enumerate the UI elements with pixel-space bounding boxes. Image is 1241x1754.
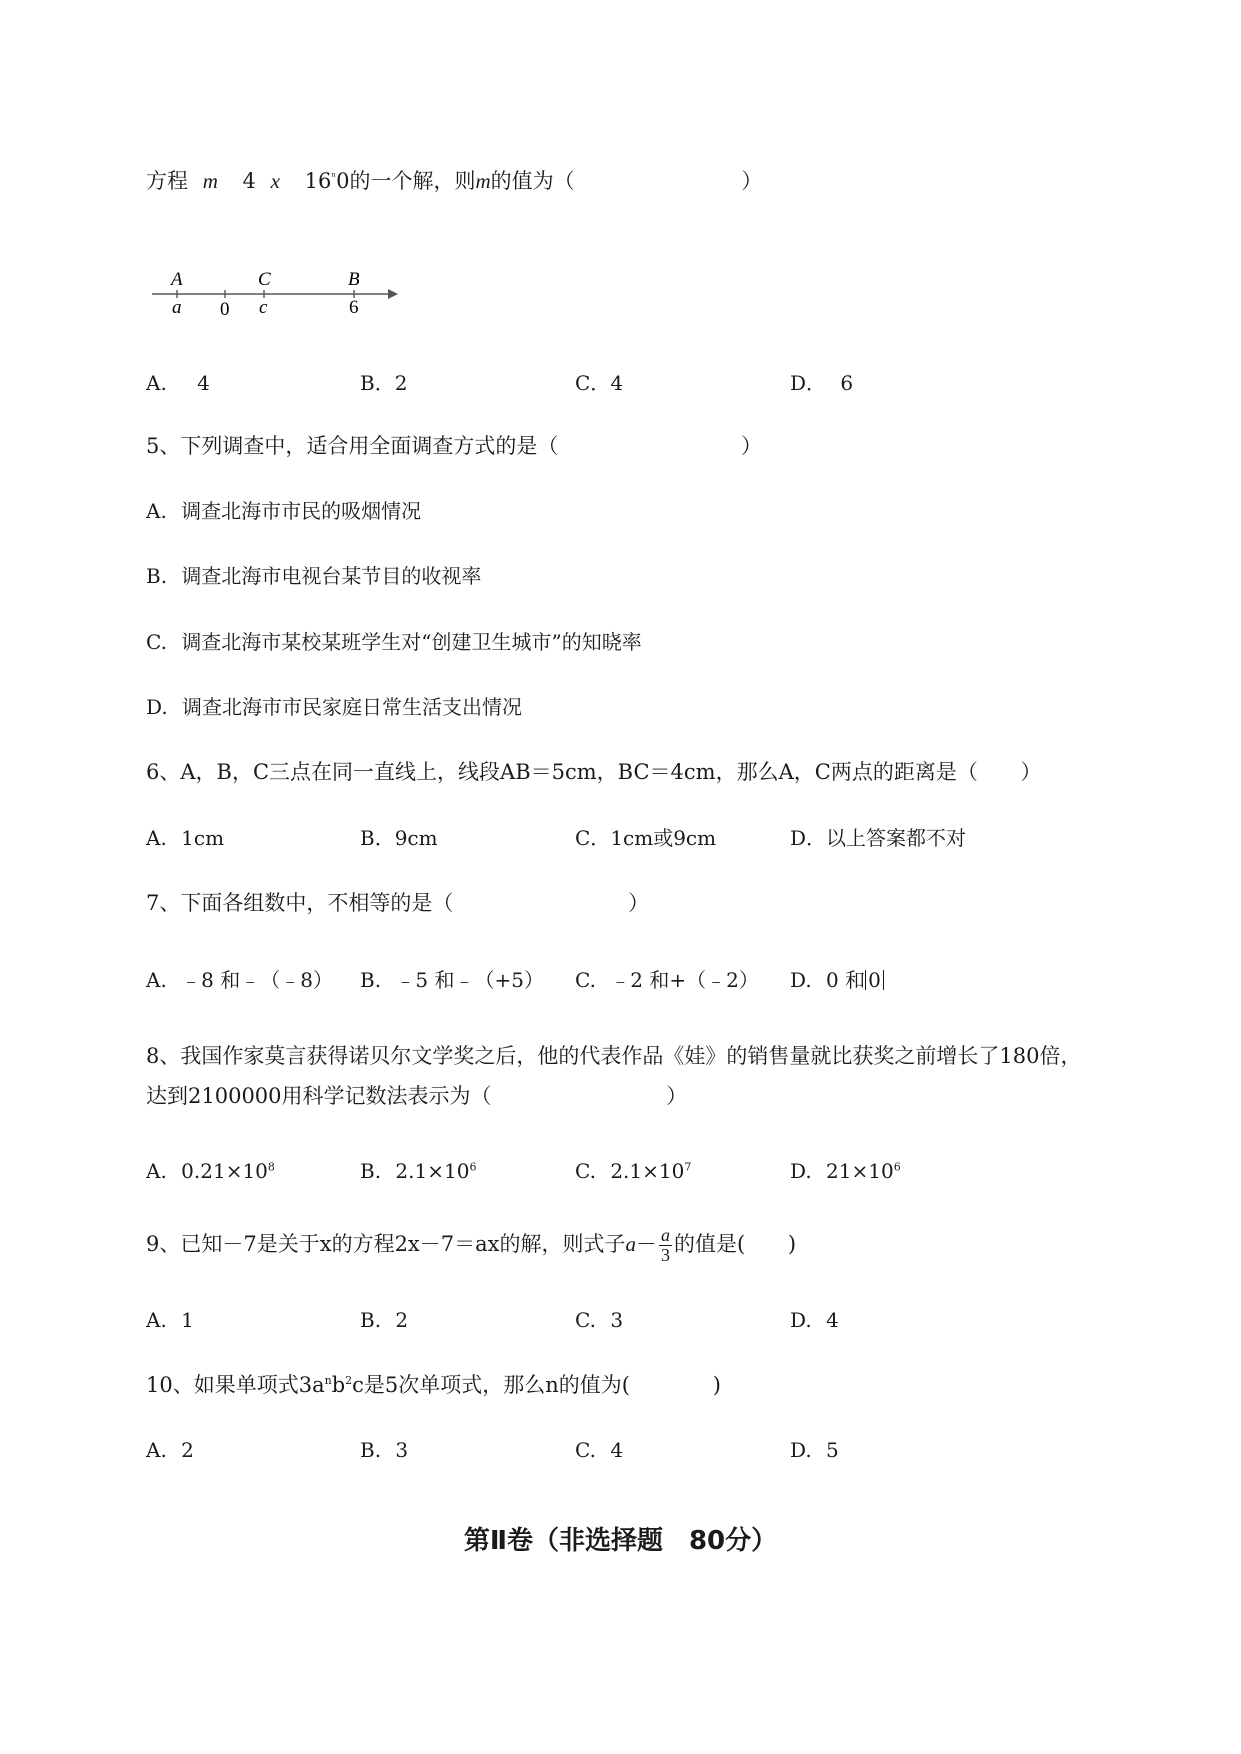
q4-stem: 方程 m 4 x $16^{^n}0$的一个解，则m的值为（ ）	[146, 169, 763, 193]
q9-stem: 9、已知－7是关于x的方程2x－7＝ax的解，则式子a－ $\frac{a}{3}$ 的值是( )	[146, 1225, 797, 1265]
q5-option-d: D. 调查北海市市民家庭日常生活支出情况	[146, 695, 523, 719]
q4-option-a: A. 4	[146, 371, 210, 395]
q8-option-b: B. $2.1\times 10^6$	[360, 1159, 477, 1183]
q8-stem-line2: 达到2100000用科学记数法表示为（ ）	[146, 1084, 688, 1108]
q10-option-d: D. 5	[790, 1438, 839, 1462]
q6-option-b: B．9cm	[360, 826, 438, 850]
q6-option-c: C．1cm或9cm	[575, 826, 717, 850]
q7-option-c: C. ﹣2 和+（﹣2）	[575, 968, 759, 992]
q9-option-d: D. 4	[790, 1308, 839, 1332]
q9-option-c: C. 3	[575, 1308, 624, 1332]
q6-option-d: D．以上答案都不对	[790, 826, 967, 850]
q10-option-b: B. 3	[360, 1438, 409, 1462]
q6-option-a: A. 1cm	[146, 826, 225, 850]
origin-value: 0	[220, 299, 230, 320]
point-b-value: 6	[349, 297, 359, 318]
point-c-label: C	[258, 269, 271, 290]
point-a-label: A	[171, 269, 183, 290]
number-line-figure	[146, 266, 406, 326]
q5-option-a: A. 调查北海市市民的吸烟情况	[146, 499, 422, 523]
q10-option-c: C. 4	[575, 1438, 624, 1462]
q4-option-c: C．4	[575, 371, 624, 395]
point-b-label: B	[348, 269, 360, 290]
point-c-value: c	[259, 297, 268, 318]
q7-option-d: D. 0 和 0	[790, 965, 884, 995]
q5-option-b: B. 调查北海市电视台某节目的收视率	[146, 564, 482, 588]
q7-stem: 7、下面各组数中，不相等的是（ ）	[146, 891, 650, 915]
q7-option-a: A. ﹣8 和﹣（﹣8）	[146, 968, 333, 992]
q8-option-d: D. $21\times 10^6$	[790, 1159, 901, 1183]
q9-option-b: B. 2	[360, 1308, 409, 1332]
section-title: 第Ⅱ卷（非选择题 80分）	[463, 1526, 778, 1556]
q6-stem: 6、A，B，C三点在同一直线上，线段AB＝5cm，BC＝4cm，那么A，C两点的距离是（ ）	[146, 760, 1042, 784]
q10-option-a: A. 2	[146, 1438, 194, 1462]
q4-option-d: D． 6	[790, 371, 854, 395]
q5-stem: 5、下列调查中，适合用全面调查方式的是（ ）	[146, 434, 763, 458]
q7-option-b: B. ﹣5 和﹣（+5）	[360, 968, 544, 992]
q9-option-a: A. 1	[146, 1308, 194, 1332]
q4-option-b: B．2	[360, 371, 408, 395]
q10-stem: 10、如果单项式$3a^nb^2c$是5次单项式，那么n的值为( )	[146, 1373, 721, 1397]
absolute-value-zero: 0	[865, 970, 884, 990]
fraction-a-over-3: $\frac{a}{3}$	[661, 1225, 670, 1265]
q8-option-c: C. $2.1\times 10^7$	[575, 1159, 692, 1183]
q8-stem-line1: 8、我国作家莫言获得诺贝尔文学奖之后，他的代表作品《娃》的销售量就比获奖之前增长了180倍，	[146, 1044, 1082, 1068]
point-a-value: a	[172, 297, 182, 318]
q8-option-a: A. $0.21\times 10^8$	[146, 1159, 275, 1183]
number-line-arrow	[388, 289, 398, 299]
q5-option-c: C. 调查北海市某校某班学生对“创建卫生城市”的知晓率	[146, 630, 642, 654]
